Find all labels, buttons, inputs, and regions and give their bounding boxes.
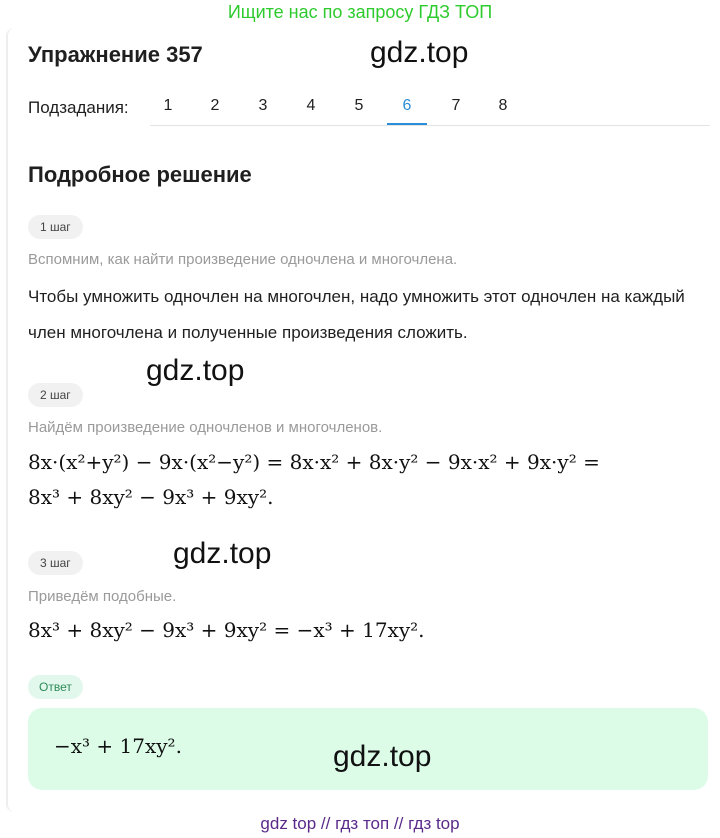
tab-subtask-2[interactable]: 2 — [210, 97, 220, 114]
footer-links: gdz top // гдз топ // гдз top — [260, 814, 460, 833]
tab-subtask-7[interactable]: 7 — [451, 97, 461, 114]
answer-badge: Ответ — [28, 675, 83, 699]
exercise-title: Упражнение 357 — [28, 42, 203, 67]
tab-subtask-8[interactable]: 8 — [498, 97, 508, 114]
watermark: gdz.top — [173, 537, 272, 570]
watermark: gdz.top — [370, 36, 469, 69]
math-line: 8x·(x²+y²) − 9x·(x²−y²) = 8x·x² + 8x·y² − 9x·x² + 9x·y² = — [28, 450, 600, 474]
step-badge: 1 шаг — [28, 215, 83, 239]
math-line: 8x³ + 8xy² − 9x³ + 9xy². — [28, 485, 274, 509]
step-badge: 3 шаг — [28, 551, 83, 575]
step-description: Приведём подобные. — [28, 588, 177, 605]
step-description: Вспомним, как найти произведение одночлена и многочлена. — [28, 251, 458, 268]
math-line: 8x³ + 8xy² − 9x³ + 9xy² = −x³ + 17xy². — [28, 618, 425, 642]
watermark: gdz.top — [146, 354, 245, 387]
step-description: Найдём произведение одночленов и многочленов. — [28, 419, 383, 436]
tab-subtask-1[interactable]: 1 — [163, 97, 173, 114]
tab-subtask-4[interactable]: 4 — [306, 97, 316, 114]
solution-title: Подробное решение — [28, 162, 252, 187]
tab-subtask-6[interactable]: 6 — [387, 96, 427, 125]
step-badge: 2 шаг — [28, 383, 83, 407]
top-banner: Ищите нас по запросу ГДЗ ТОП — [227, 2, 493, 22]
step-text: Чтобы умножить одночлен на многочлен, надо умножить этот одночлен на каждый член многочлена и полученные произведения сложить. — [28, 287, 685, 342]
watermark: gdz.top — [333, 740, 432, 773]
subtasks-label: Подзадания: — [28, 98, 129, 117]
tabs-divider — [150, 125, 710, 126]
tab-subtask-3[interactable]: 3 — [258, 97, 268, 114]
answer-value: −x³ + 17xy². — [54, 734, 182, 758]
tab-subtask-5[interactable]: 5 — [354, 97, 364, 114]
subtasks-nav — [28, 92, 708, 126]
